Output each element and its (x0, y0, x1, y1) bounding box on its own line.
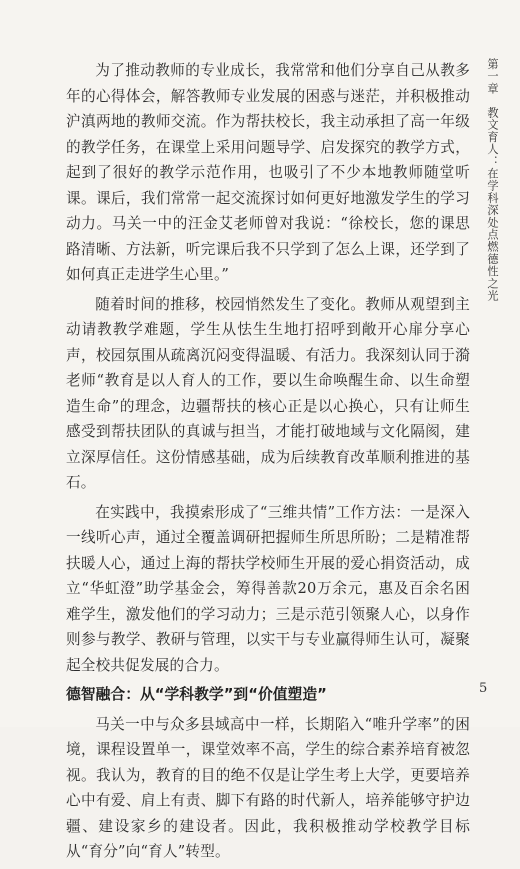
running-head (478, 58, 500, 302)
paragraph-education-goal: 马关一中与众多县域高中一样，长期陷入“唯升学率”的困境，课程设置单一，课堂效率不高，学生的综合素养培育被忽视。我认为，教育的目的绝不仅是让学生考上大学，更要培养心中有爱、肩上有责、脚下有路的时代新人，培养能够守护边疆、建设家乡的建设者。因此，我积极推动学校教学目标从“育分”向“育人”转型。 (66, 715, 470, 860)
page-number: 5 (479, 681, 488, 696)
paragraph-campus-change: 随着时间的推移，校园悄然发生了变化。教师从观望到主动请教教学难题，学生从怯生生地打招呼到敞开心扉分享心声，校园氛围从疏离沉闷变得温暖、有活力。我深刻认同于漪老师“教育是以人育人的工作，要以生命唤醒生命、以生命塑造生命”的理念，边疆帮扶的核心正是以心换心，只有让师生感受到帮扶团队的真诚与担当，才能打破地域与文化隔阂，建立深厚信任。这份情感基础，成为后续教育改革顺利推进的基石。 (66, 295, 470, 491)
paragraph-three-dimensions: 在实践中，我摸索形成了“三维共情”工作方法：一是深入一线听心声，通过全覆盖调研把握师生所思所盼；二是精准帮扶暖人心，通过上海的帮扶学校师生开展的爱心捐资活动，成立“华虹澄”助学基金会，筹得善款20万余元，惠及百余名困难学生，激发他们的学习动力；三是示范引领聚人心，以身作则参与教学、教研与管理，以实干与专业赢得师生认可，凝聚起全校共促发展的合力。 (66, 503, 470, 674)
section-subheading: 德智融合：从“学科教学”到“价值塑造” (66, 686, 327, 703)
body-text (66, 58, 470, 869)
running-head-chapter: 第一章 (486, 58, 499, 95)
paragraph-teacher-growth: 为了推动教师的专业成长，我常常和他们分享自己从教多年的心得体会，解答教师专业发展的困惑与迷茫，并积极推动沪滇两地的教师交流。作为帮扶校长，我主动承担了高一年级的教学任务，在课堂上采用问题导学、启发探究的教学方式，起到了很好的教学示范作用，也吸引了不少本地教师随堂听课。课后，我们常常一起交流探讨如何更好地激发学生的学习动力。马关一中的汪金艾老师曾对我说：“徐校长，您的课思路清晰、方法新，听完课后我不只学到了怎么上课，还学到了如何真正走进学生心里。” (66, 62, 470, 283)
running-head-title: 教文育人：在学科深处点燃德性之光 (486, 106, 499, 302)
